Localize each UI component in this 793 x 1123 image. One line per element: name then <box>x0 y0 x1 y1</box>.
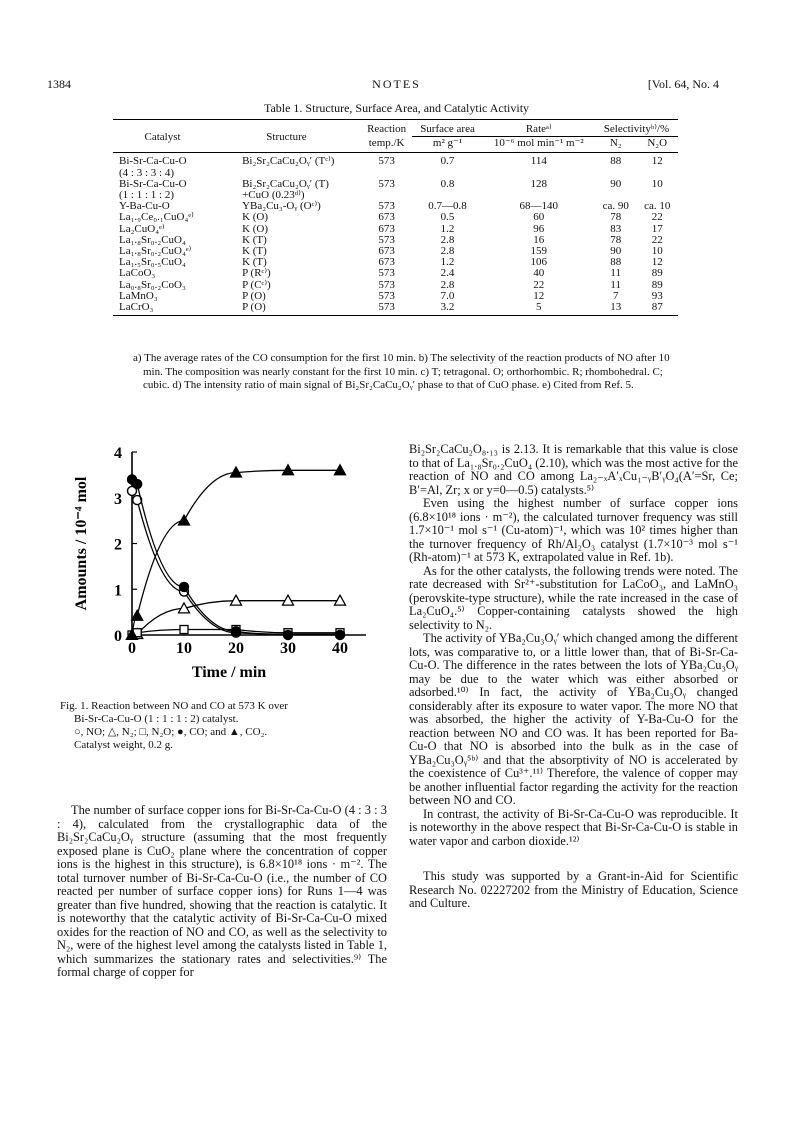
cell-temp: 573 <box>378 200 395 213</box>
y-tick-label: 3 <box>114 490 122 508</box>
col-catalyst: Catalyst <box>113 120 212 153</box>
col-rate-unit: 10⁻⁶ mol min⁻¹ m⁻² <box>483 137 595 153</box>
col-structure: Structure <box>212 120 361 153</box>
cell-catalyst: La₁.₅Sr₀.₅CuO₄ <box>119 256 186 269</box>
cell-rate: 96 <box>533 222 545 235</box>
cell-n2o: ca. 10 <box>644 200 671 213</box>
cell-rate: 106 <box>530 256 548 269</box>
table-row <box>113 153 678 168</box>
col-rate: Rateᵃ⁾ <box>483 120 595 137</box>
cell-rate: 114 <box>530 155 547 168</box>
cell-structure: P (Rᶜ⁾) <box>242 267 271 280</box>
table-row <box>113 168 678 179</box>
data-point <box>132 610 143 620</box>
cell-n2: 11 <box>610 267 621 280</box>
cell-n2o: 22 <box>651 233 663 246</box>
col-reaction-temp: Reaction <box>361 120 413 137</box>
cell-structure: P (Cᶜ⁾) <box>242 278 271 291</box>
cell-structure: YBa₂Cu₃-Oᵧ (Oᶜ⁾) <box>242 200 321 213</box>
cell-rate: 159 <box>530 245 548 258</box>
cell-n2: 90 <box>610 177 622 190</box>
cell-area: 0.7—0.8 <box>428 200 467 213</box>
cell-n2: 78 <box>610 211 622 224</box>
cell-structure: P (O) <box>242 289 266 302</box>
cell-temp: 573 <box>378 177 395 190</box>
series-line-CO <box>132 479 340 635</box>
cell-temp: 573 <box>378 233 395 246</box>
cell-n2o: 87 <box>636 302 678 316</box>
cell-n2: 7 <box>612 289 619 302</box>
cell-area: 0.5 <box>440 211 455 224</box>
table-row <box>113 246 678 257</box>
col-n2o: N₂O <box>636 137 678 153</box>
col-surface-area-unit: m² g⁻¹ <box>412 137 482 153</box>
cell-area: 2.8 <box>440 278 455 291</box>
cell-area: 0.8 <box>440 177 455 190</box>
cell-structure: K (T) <box>242 245 267 258</box>
cell-n2: 11 <box>610 278 621 291</box>
y-tick-label: 4 <box>114 445 122 462</box>
cell-rate: 22 <box>533 278 545 291</box>
table-row <box>113 291 678 302</box>
cell-n2: ca. 90 <box>602 200 629 213</box>
cell-structure: +CuO (0.23ᵈ⁾) <box>242 189 305 202</box>
cell-catalyst: La₂CuO₄ᵉ⁾ <box>119 222 165 235</box>
page-header <box>0 77 793 93</box>
acknowledgment: This study was supported by a Grant-in-Aid for Scientific Research No. 02227202 from the Ministry of Education, Science and Culture. <box>409 869 738 910</box>
table-row <box>113 224 678 235</box>
x-tick-label: 0 <box>128 640 136 657</box>
cell-structure: Bi₂Sr₂CaCu₂Oᵧ′ (Tᶜ⁾) <box>242 155 335 168</box>
cell-rate: 60 <box>533 211 545 224</box>
right-column <box>409 443 738 911</box>
cell-n2o: 17 <box>651 222 663 235</box>
table-row <box>113 201 678 212</box>
data-table <box>113 119 678 316</box>
cell-temp: 573 <box>378 289 395 302</box>
cell-temp: 573 <box>378 278 395 291</box>
cell-n2o: 12 <box>651 256 663 269</box>
cell-catalyst: LaCrO₃ <box>113 302 212 316</box>
cell-catalyst: La₀.₈Sr₀.₂CoO₃ <box>119 278 186 291</box>
x-tick-label: 10 <box>176 640 192 657</box>
cell-temp: 673 <box>378 256 395 269</box>
cell-area: 2.8 <box>440 233 455 246</box>
paragraph: The number of surface copper ions for Bi-Sr-Ca-Cu-O (4 : 3 : 3 : 4), calculated from the crystallographic data of the Bi₂Sr₂CaCu₂Oᵧ structure (assuming that the most frequently exposed plane is CuO₂ plane where the concentration of copper ions is the highest in this structure), is 6.8×10¹⁸ ions · m⁻². The total turnover number of Bi-Sr-Ca-Cu-O (i.e., the number of CO reacted per number of surface copper ions) for Runs 1—4 was greater than five hundred, showing that the reaction is catalytic. It is noteworthy that the catalytic activity of Bi-Sr-Ca-Cu-O mixed oxides for the reaction of NO and CO, as well as the selectivity to N₂, were of the highest level among the catalysts listed in Table 1, which summarizes the stationary rates and selectivities.⁹⁾ The formal charge of copper for <box>57 803 387 979</box>
paragraph: Even using the highest number of surface copper ions (6.8×10¹⁸ ions · m⁻²), the calculated turnover frequency was still 1.7×10⁻¹ mol s⁻¹ (Cu-atom)⁻¹, which was 10² times higher than the turnover frequency of Rh/Al₂O₃ catalyst (1.7×10⁻³ mol s⁻¹ (Rh-atom)⁻¹ at 573 K, extrapolated value in Ref. 1b). <box>409 496 738 564</box>
cell-area: 1.2 <box>440 256 455 269</box>
caption-line: Catalyst weight, 0.2 g. <box>74 739 173 751</box>
cell-n2: 83 <box>610 222 622 235</box>
cell-area: 0.7 <box>440 155 455 168</box>
volume-info: [Vol. 64, No. 4 <box>647 77 719 91</box>
cell-n2o: 22 <box>651 211 663 224</box>
cell-structure: P (O) <box>212 302 361 316</box>
cell-structure: K (O) <box>242 211 269 224</box>
cell-n2o: 89 <box>651 267 663 280</box>
table-row <box>113 190 678 201</box>
figure-caption <box>60 700 390 752</box>
caption-line: ○, NO; △, N₂; □, N₂O; ●, CO; and ▲, CO₂. <box>74 726 268 738</box>
cell-catalyst: La₁.₈Sr₀.₂CuO₄ᵉ⁾ <box>119 245 192 258</box>
y-tick-label: 0 <box>114 628 122 645</box>
table-row <box>113 179 678 190</box>
y-axis-label: Amounts / 10⁻⁴ mol <box>73 476 90 611</box>
left-column <box>57 804 387 980</box>
series-line-CO₂ <box>132 470 340 635</box>
x-tick-label: 30 <box>280 640 296 657</box>
cell-catalyst: (4 : 3 : 3 : 4) <box>119 166 174 179</box>
col-surface-area: Surface area <box>412 120 482 137</box>
cell-rate: 5 <box>483 302 595 316</box>
cell-rate: 40 <box>533 267 545 280</box>
cell-structure: Bi₂Sr₂CaCu₂Oᵧ′ (T) <box>242 177 329 190</box>
cell-n2: 90 <box>610 245 622 258</box>
col-reaction-temp-unit: temp./K <box>361 137 413 153</box>
paragraph: Bi₂Sr₂CaCu₂O₈.₁₃ is 2.13. It is remarkable that this value is close to that of La₁.₈Sr₀.₂CuO₄ (2.10), which was the most active for the reaction of NO and CO among La₂₋ₓA′ₓCu₁₋ᵧB′ᵧO₄(A′=Sr, Ce; B′=Al, Zr; x or y=0—0.5) catalysts.⁵⁾ <box>409 442 738 497</box>
caption-line: Fig. 1. Reaction between NO and CO at 573 K over <box>60 700 288 712</box>
table-row <box>113 212 678 223</box>
cell-catalyst: LaMnO₃ <box>119 289 158 302</box>
cell-area: 1.2 <box>440 222 455 235</box>
table-row <box>113 257 678 268</box>
section-title: NOTES <box>372 77 421 91</box>
cell-catalyst: (1 : 1 : 1 : 2) <box>119 189 174 202</box>
cell-area: 7.0 <box>440 289 455 302</box>
cell-catalyst: Bi-Sr-Ca-Cu-O <box>119 155 187 168</box>
caption-line: Bi-Sr-Ca-Cu-O (1 : 1 : 1 : 2) catalyst. <box>74 713 239 725</box>
cell-rate: 16 <box>533 233 545 246</box>
table-row <box>113 302 678 316</box>
cell-area: 2.4 <box>440 267 455 280</box>
data-point <box>179 515 190 525</box>
page-number: 1384 <box>47 77 71 91</box>
cell-rate: 68—140 <box>519 200 559 213</box>
paragraph: In contrast, the activity of Bi-Sr-Ca-Cu-O was reproducible. It is noteworthy in the above respect that Bi-Sr-Ca-Cu-O is stable in water vapor and carbon dioxide.¹²⁾ <box>409 806 738 848</box>
data-point <box>180 626 188 634</box>
x-tick-label: 20 <box>228 640 244 657</box>
cell-rate: 128 <box>530 177 548 190</box>
cell-n2: 13 <box>595 302 637 316</box>
cell-temp: 573 <box>378 155 395 168</box>
table-row <box>113 268 678 279</box>
cell-n2o: 10 <box>651 177 663 190</box>
cell-rate: 12 <box>533 289 545 302</box>
cell-structure: K (T) <box>242 233 267 246</box>
cell-area: 3.2 <box>412 302 482 316</box>
cell-catalyst: LaCoO₃ <box>119 267 156 280</box>
x-axis-label: Time / min <box>191 664 267 681</box>
table-title: Table 1. Structure, Surface Area, and Catalytic Activity <box>263 101 530 115</box>
cell-catalyst: La₁.₈Sr₀.₂CuO₄ <box>119 233 186 246</box>
table-row <box>113 280 678 291</box>
cell-n2o: 89 <box>651 278 663 291</box>
cell-temp: 673 <box>378 245 395 258</box>
col-selectivity: Selectivityᵇ⁾/% <box>595 120 678 137</box>
cell-temp: 673 <box>378 222 395 235</box>
paragraph: As for the other catalysts, the following trends were noted. The rate decreased with Sr²⁺-substitution for LaCoO₃, and LaMnO₃ (perovskite-type structure), while the rate increased in the case of La₂CuO₄.⁵⁾ Copper-containing catalysts showed the high selectivity to N₂. <box>409 563 738 632</box>
cell-structure: K (O) <box>242 222 269 235</box>
data-point <box>133 480 142 489</box>
series-line-NO <box>132 491 340 634</box>
cell-catalyst: Y-Ba-Cu-O <box>119 200 170 213</box>
data-point <box>180 582 189 591</box>
cell-temp: 573 <box>361 302 413 316</box>
y-tick-label: 2 <box>114 536 122 554</box>
x-tick-label: 40 <box>332 640 348 657</box>
table-footnote: a) The average rates of the CO consumption for the first 10 min. b) The selectivity of the reaction products of NO after 10 min. The composition was nearly constant for the first 10 min. c) T; tetragonal. O; orthorhombic. R; rhombohedral. C; cubic. d) The intensity ratio of main signal of Bi₂Sr₂CaCu₂Oᵧ′ phase to that of CuO phase. e) Cited from Ref. 5. <box>133 352 670 392</box>
cell-structure: K (T) <box>242 256 267 269</box>
reaction-chart <box>56 440 386 690</box>
cell-n2: 88 <box>610 256 622 269</box>
data-point <box>284 631 293 640</box>
col-n2: N₂ <box>595 137 637 153</box>
data-point <box>336 631 345 640</box>
cell-n2: 88 <box>610 155 622 168</box>
cell-temp: 573 <box>378 267 395 280</box>
cell-n2: 78 <box>610 233 622 246</box>
cell-temp: 673 <box>378 211 395 224</box>
cell-n2o: 10 <box>651 245 663 258</box>
cell-catalyst: Bi-Sr-Ca-Cu-O <box>119 177 187 190</box>
cell-catalyst: La₁.₉Ce₀.₁CuO₄ᵉ⁾ <box>119 211 194 224</box>
table-row <box>113 235 678 246</box>
cell-area: 2.8 <box>440 245 455 258</box>
data-point <box>232 627 241 636</box>
y-tick-label: 1 <box>114 582 122 600</box>
cell-n2o: 12 <box>651 155 663 168</box>
cell-n2o: 93 <box>651 289 663 302</box>
paragraph: The activity of YBa₂Cu₃Oᵧ′ which changed among the different lots, was comparative to, or a little lower than, that of Bi-Sr-Ca-Cu-O. The difference in the rates between the lots of YBa₂Cu₃Oᵧ may be due to the water which was either absorbed or adsorbed.¹⁰⁾ In fact, the activity of YBa₂Cu₃Oᵧ changed considerably after its exposure to water vapor. The more NO that was absorbed, the higher the activity of Y-Ba-Cu-O for the reaction between NO and CO was. It has been reported for Ba-Cu-O that NO is absorbed into the bulk as in the case of YBa₂Cu₃Oᵧ⁵ᵇ⁾ and that the absorptivity of NO is accelerated by the coexistence of Cu³⁺.¹¹⁾ Therefore, the valence of copper may be another influential factor regarding the activity for the reaction between NO and CO. <box>409 631 738 807</box>
